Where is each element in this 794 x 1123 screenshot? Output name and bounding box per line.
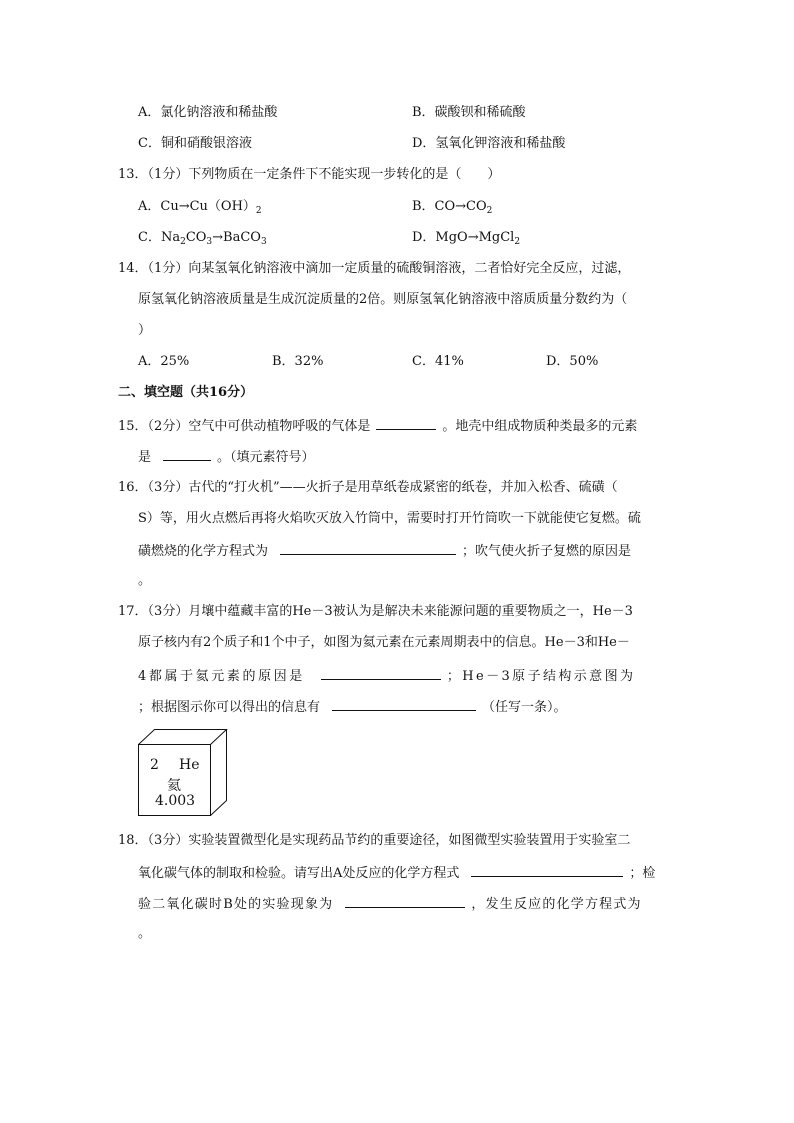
q18-line-3-post: ，发生反应的化学方程式为: [471, 897, 642, 912]
q13-a-subscript: 2: [255, 206, 262, 216]
q13-option-d: [412, 229, 520, 247]
q12-option-d: D．氢氧化钾溶液和稀盐酸: [412, 136, 566, 151]
q17-line-3: [138, 666, 635, 686]
q17-line-3-post: ；He－3原子结构示意图为: [446, 669, 636, 684]
q13-c-text-3: →BaCO: [212, 230, 261, 245]
q12-option-c: C．铜和硝酸银溶液: [138, 136, 252, 151]
q18-line-2-pre: 氧化碳气体的制取和检验。请写出A处反应的化学方程式: [138, 866, 460, 881]
q13-c-text-1: C．Na: [138, 230, 181, 245]
q17-answer-blank-2[interactable]: [332, 697, 476, 711]
q15-answer-blank-2[interactable]: [163, 447, 211, 461]
q13-a-text: A．Cu→Cu（OH）: [138, 199, 256, 214]
q14-option-b: B．32%: [272, 354, 324, 369]
q15-line-2: [138, 447, 315, 467]
q18-line-3-pre: 验二氧化碳时B处的实验现象为: [138, 897, 334, 912]
q18-answer-blank-1[interactable]: [471, 863, 623, 877]
q18-line-4: 。: [138, 926, 152, 941]
q15-answer-blank-1[interactable]: [376, 416, 436, 430]
q13-c-subscript-2: 3: [206, 237, 213, 247]
q18-line-2-post: ；检: [629, 866, 656, 881]
q16-line-3: [138, 541, 631, 561]
q17-line-4-pre: ；根据图示你可以得出的信息有: [138, 700, 321, 715]
q15-line-2-post: 。（填元素符号）: [217, 450, 315, 465]
q16-line-2: S）等，用火点燃后再将火焰吹灭放入竹筒中，需要时打开竹筒吹一下就能使它复燃。硫: [138, 511, 641, 526]
q13-option-c: [138, 229, 267, 247]
q18-answer-blank-2[interactable]: [345, 894, 465, 908]
q13-option-a: [138, 198, 262, 216]
q12-option-b: B．碳酸钡和稀硫酸: [412, 105, 526, 120]
q17-line-4-post: （任写一条）。: [482, 700, 567, 715]
q13-d-subscript: 2: [514, 237, 521, 247]
q13-b-subscript: 2: [486, 206, 493, 216]
q13-c-subscript-1: 2: [180, 237, 186, 247]
q13-c-subscript-3: 3: [260, 237, 267, 247]
q17-line-2: 原子核内有2个质子和1个中子，如图为氦元素在元素周期表中的信息。He－3和He－: [138, 635, 630, 650]
q16-line-3-pre: 磺燃烧的化学方程式为: [138, 544, 269, 559]
q17-line-1: 17．（3分）月壤中蕴藏丰富的He－3被认为是解决未来能源问题的重要物质之一，He－3: [118, 604, 633, 619]
element-atomic-mass: 4.003: [155, 793, 196, 809]
q18-line-1: 18．（3分）实验装置微型化是实现药品节约的重要途径，如图微型实验装置用于实验室二: [118, 833, 631, 848]
q16-line-3-post: ；吹气使火折子复燃的原因是: [462, 544, 632, 559]
element-symbol: He: [179, 757, 200, 773]
section-2-title: 二、填空题（共16分）: [118, 385, 254, 400]
q17-answer-blank-1[interactable]: [321, 666, 441, 680]
q14-line-2: 原氢氧化钠溶液质量是生成沉淀质量的2倍。则原氢氧化钠溶液中溶质质量分数约为（: [138, 292, 628, 307]
q17-line-3-pre: 4都属于氦元素的原因是: [138, 669, 305, 684]
element-atomic-number: 2: [150, 757, 159, 773]
q14-option-c: C．41%: [412, 354, 464, 369]
q13-c-text-2: CO: [185, 230, 207, 245]
q17-line-4: [138, 697, 567, 717]
q14-option-a: A．25%: [138, 354, 190, 369]
q13-d-text: D．MgO→MgCl: [412, 230, 515, 245]
q15-line-1: [118, 416, 637, 436]
q13-b-text: B．CO→CO: [412, 199, 487, 214]
helium-element-card: [138, 729, 230, 817]
q15-line-1-post: 。地壳中组成物质种类最多的元素: [442, 419, 638, 434]
q15-line-1-pre: 15．（2分）空气中可供动植物呼吸的气体是: [118, 419, 371, 434]
q12-option-a: A．氯化钠溶液和稀盐酸: [138, 105, 278, 120]
q15-line-2-pre: 是: [138, 450, 152, 465]
q14-option-d: D．50%: [546, 354, 599, 369]
q13-stem: 13．（1分）下列物质在一定条件下不能实现一步转化的是（ ）: [118, 167, 501, 182]
q13-option-b: [412, 198, 492, 216]
q16-line-1: 16．（3分）古代的“打火机”——火折子是用草纸卷成紧密的纸卷，并加入松香、硫磺（: [118, 480, 618, 495]
q16-line-4: 。: [138, 573, 152, 588]
q16-answer-blank[interactable]: [280, 541, 456, 555]
element-name: 氦: [167, 778, 181, 794]
q14-line-3: ）: [138, 323, 152, 338]
q14-line-1: 14．（1分）向某氢氧化钠溶液中滴加一定质量的硫酸铜溶液，二者恰好完全反应，过滤，: [118, 261, 631, 276]
q18-line-3: [138, 894, 642, 914]
q18-line-2: [138, 863, 655, 883]
